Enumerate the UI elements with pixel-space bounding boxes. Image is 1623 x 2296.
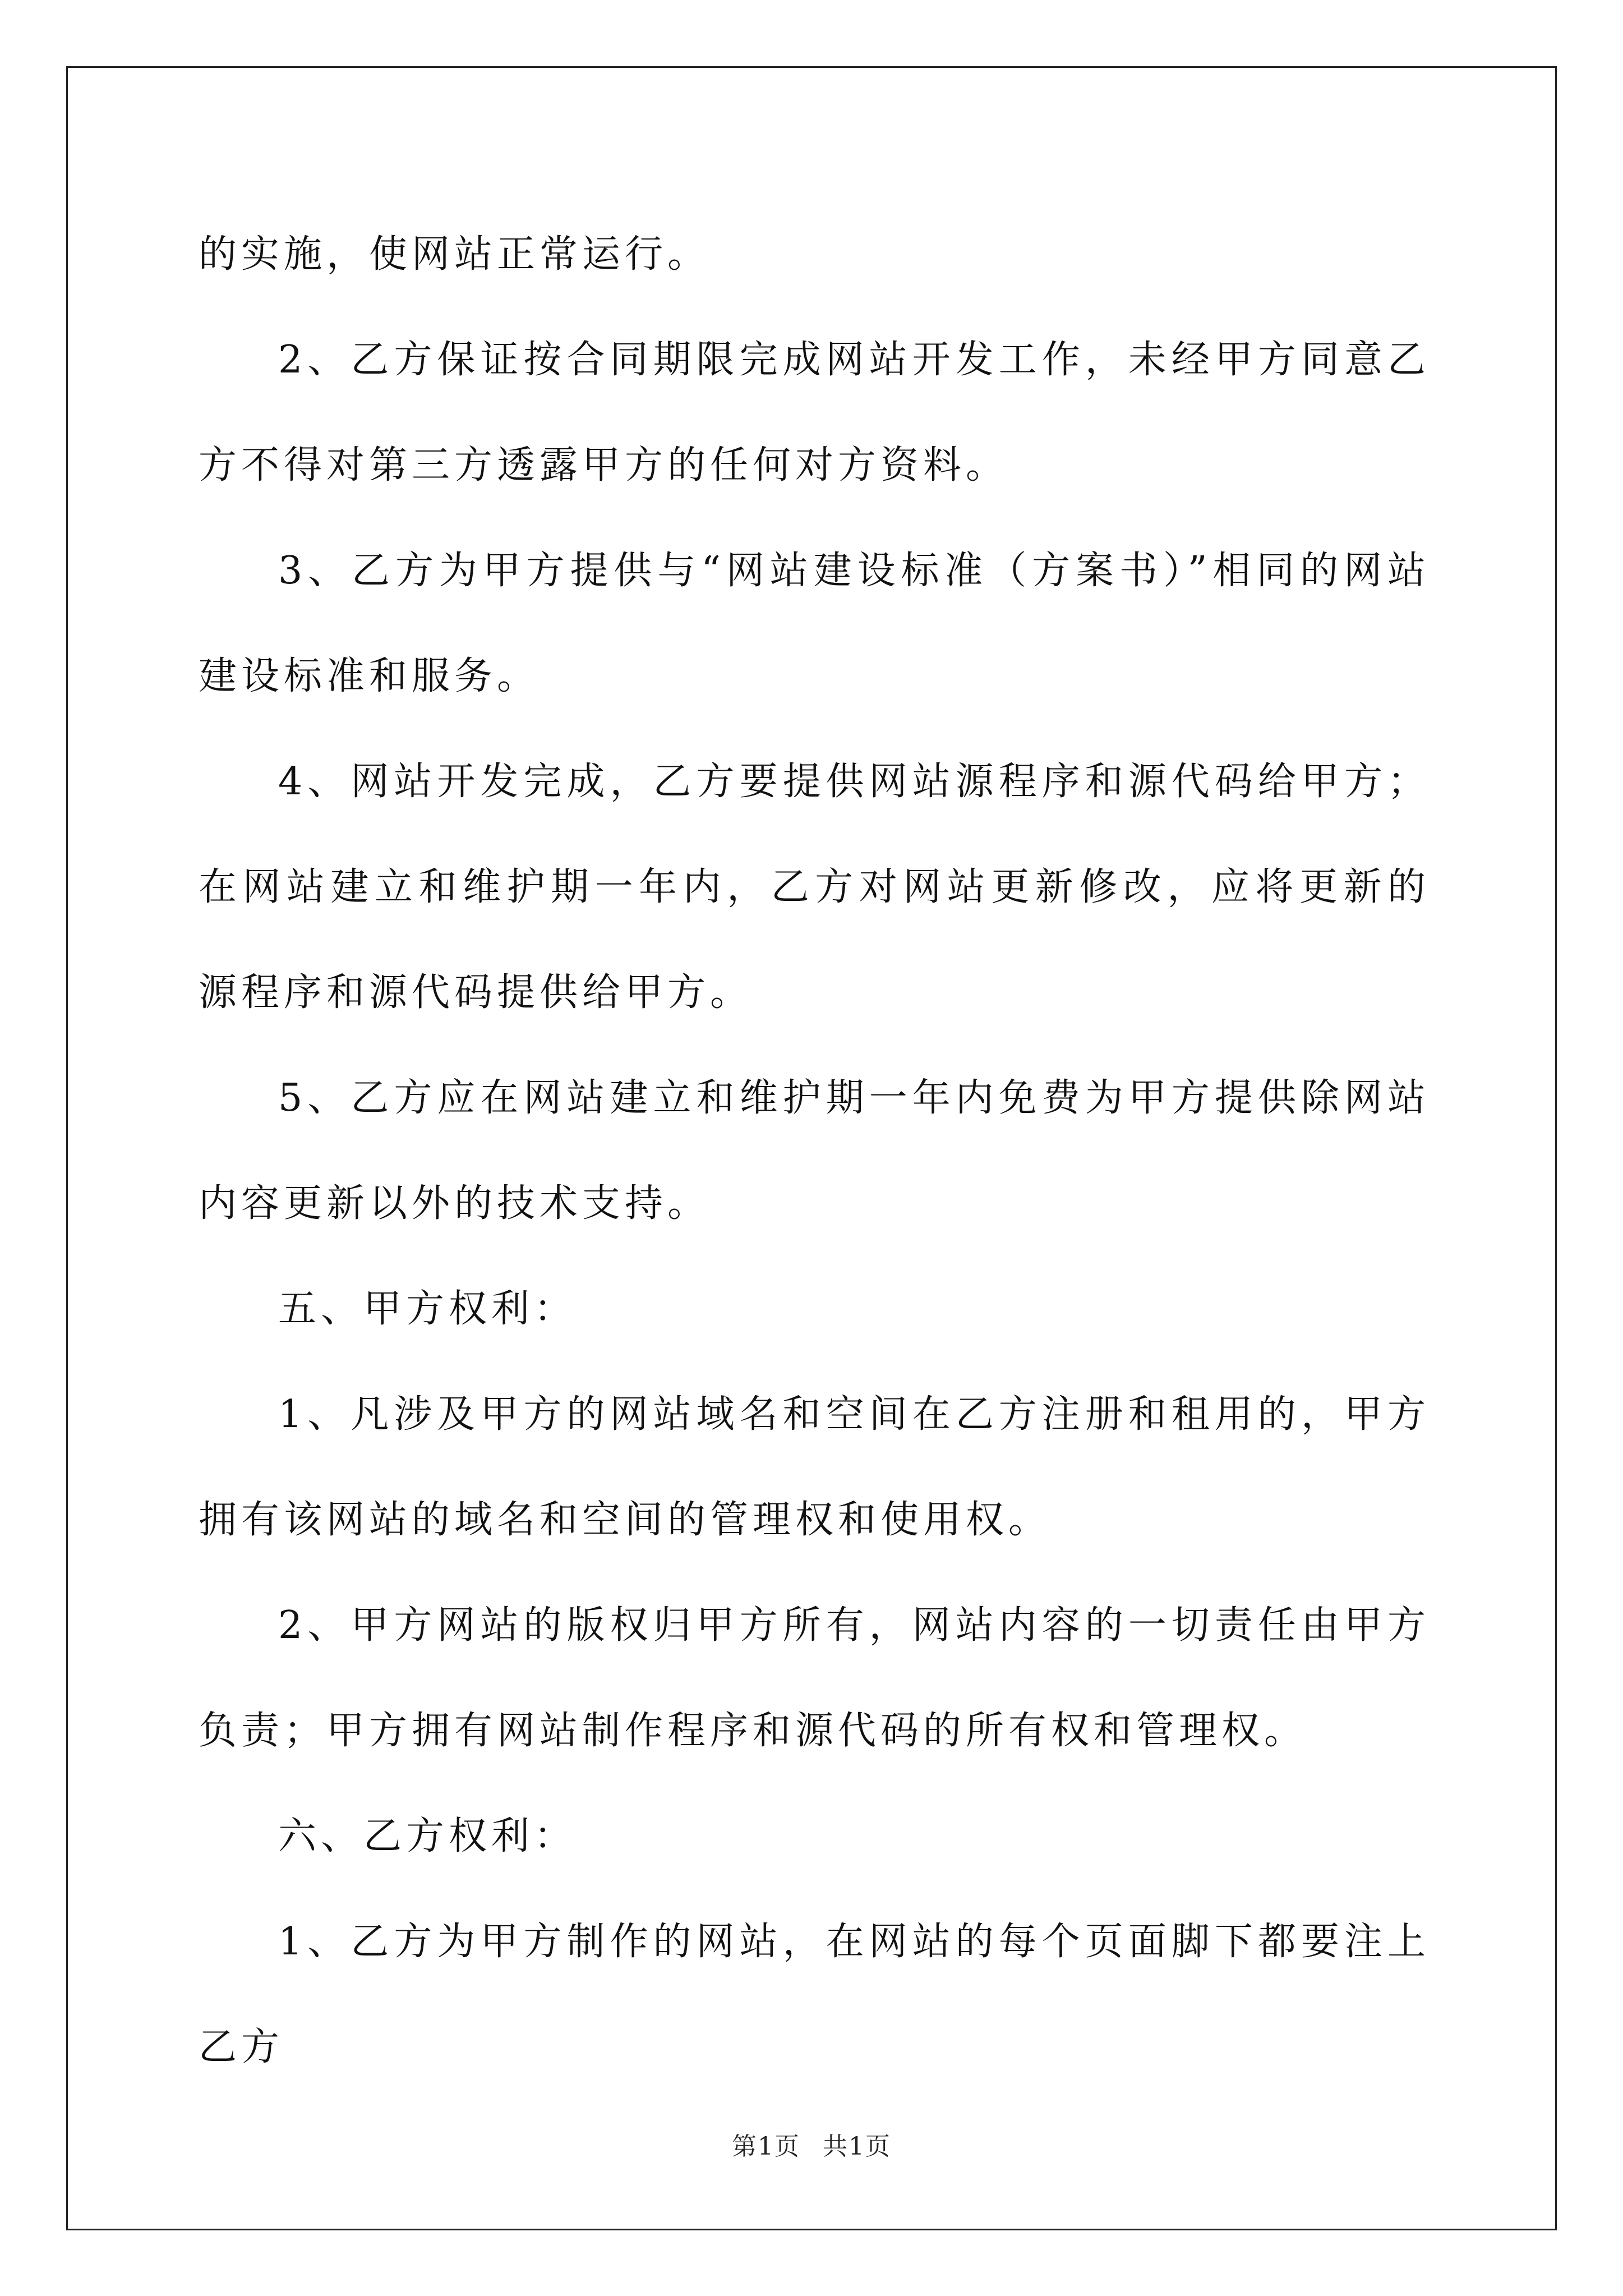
paragraph-party-a-clause-2: 2、甲方网站的版权归甲方所有，网站内容的一切责任由甲方负责；甲方拥有网站制作程序和源代码的所有权和管理权。	[199, 1603, 1430, 1753]
page-number: 第1页	[732, 2132, 800, 2161]
paragraph-party-b-clause-1: 1、乙方为甲方制作的网站，在网站的每个页面脚下都要注上乙方	[199, 1920, 1430, 2069]
paragraph-clause-5: 5、乙方应在网站建立和维护期一年内免费为甲方提供除网站内容更新以外的技术支持。	[199, 1076, 1430, 1226]
paragraph-clause-2: 2、乙方保证按合同期限完成网站开发工作，未经甲方同意乙方不得对第三方透露甲方的任何对方资料。	[199, 338, 1430, 487]
paragraph-clause-3: 3、乙方为甲方提供与“网站建设标准（方案书）”相同的网站建设标准和服务。	[199, 549, 1430, 698]
document-body	[199, 202, 1430, 2100]
paragraph-clause-4: 4、网站开发完成，乙方要提供网站源程序和源代码给甲方；在网站建立和维护期一年内，乙方对网站更新修改，应将更新的源程序和源代码提供给甲方。	[199, 760, 1430, 1015]
page-footer	[0, 2126, 1623, 2162]
section-heading-party-a-rights: 五、甲方权利：	[278, 1287, 577, 1331]
paragraph-party-a-clause-1: 1、凡涉及甲方的网站域名和空间在乙方注册和租用的，甲方拥有该网站的域名和空间的管理权和使用权。	[199, 1392, 1430, 1542]
paragraph-continuation: 的实施，使网站正常运行。	[199, 232, 711, 277]
page-total: 共1页	[823, 2132, 891, 2161]
section-heading-party-b-rights: 六、乙方权利：	[278, 1814, 577, 1858]
